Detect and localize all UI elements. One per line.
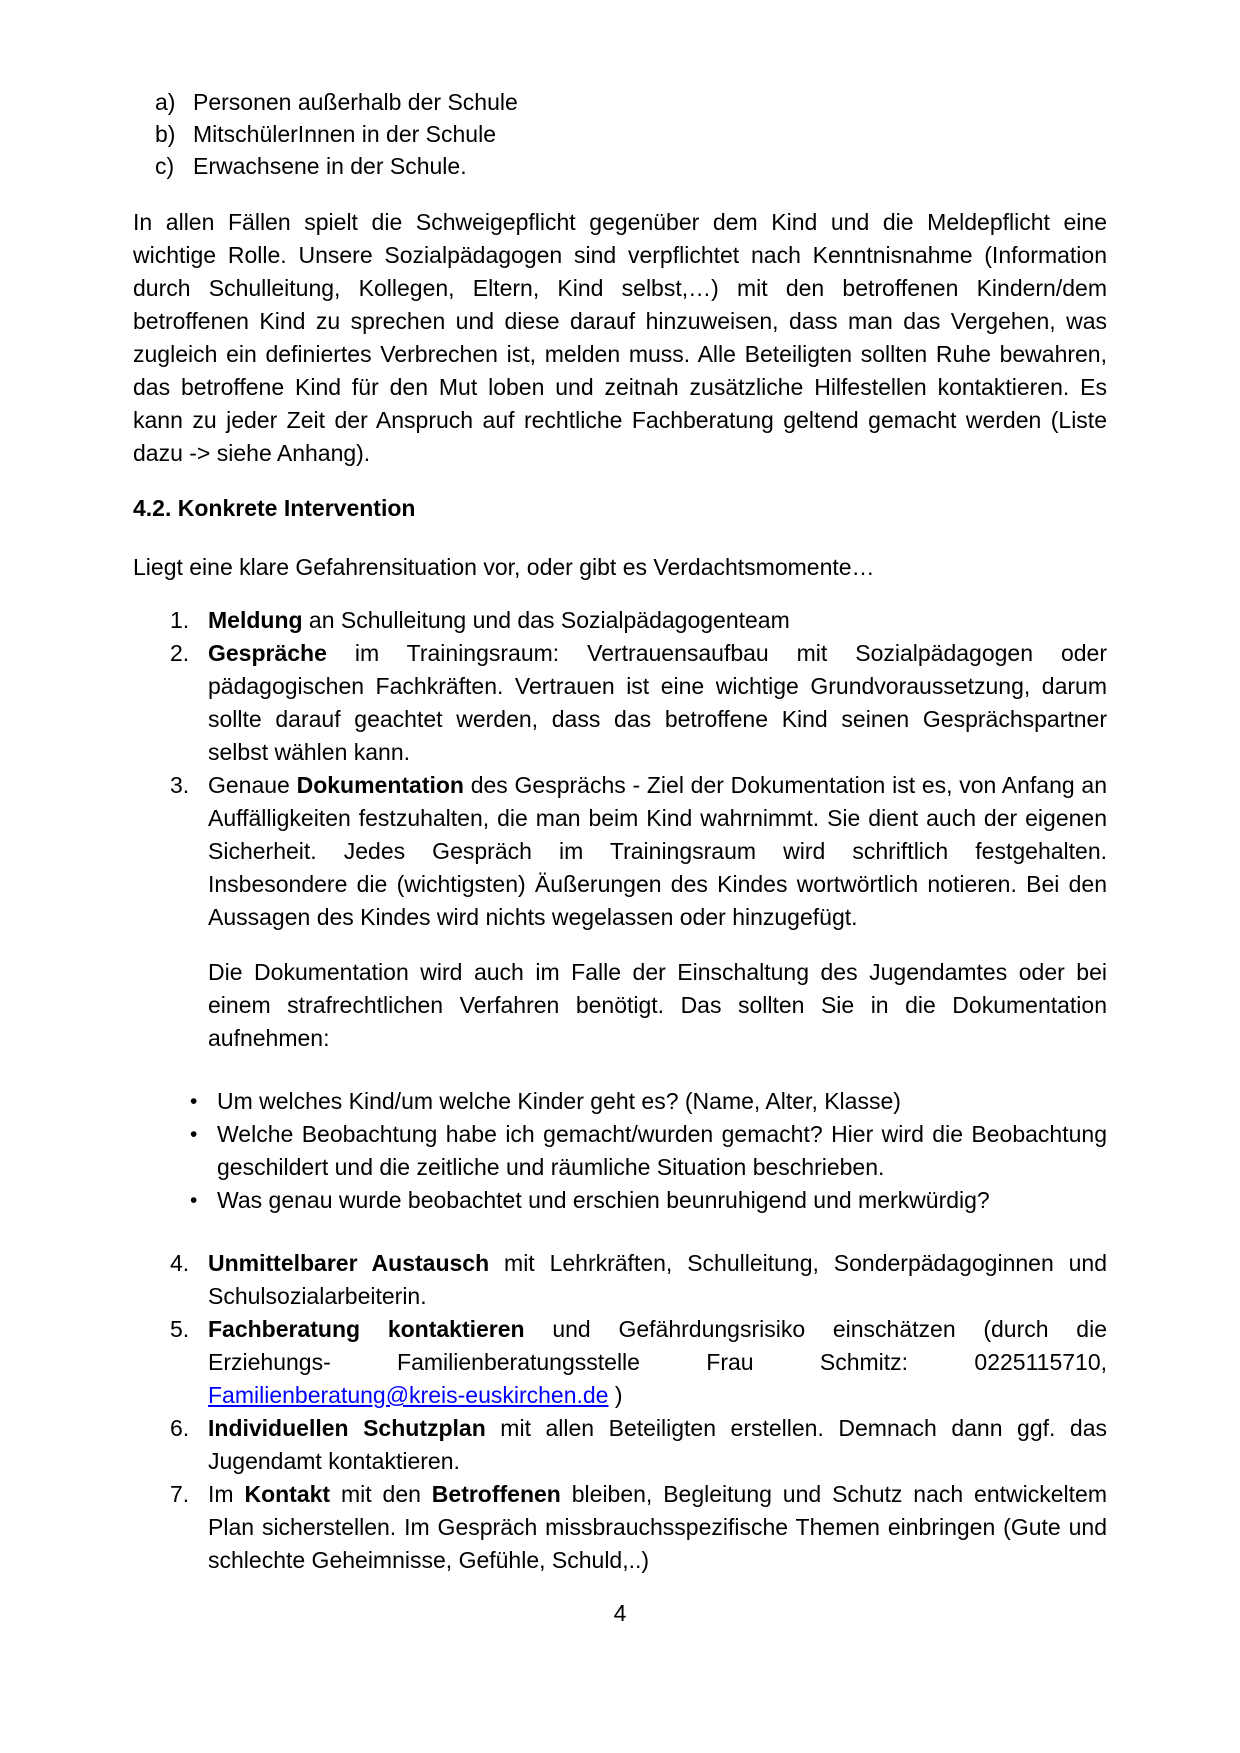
text-run: Was genau wurde beobachtet und erschien beunruhigend und merkwürdig? [217,1187,990,1213]
text-run: an Schulleitung und das Sozialpädagogenteam [302,607,790,633]
bullet-list-item [133,1118,1107,1184]
text-run: MitschülerInnen in der Schule [193,121,496,147]
list-item-text [208,1316,1107,1408]
list-marker: 7. [170,1481,190,1507]
bold-text-run: Unmittelbarer Austausch [208,1250,490,1276]
bullet-icon: • [190,1090,198,1113]
numbered-list-item [133,604,1107,637]
email-link[interactable]: Familienberatung@kreis-euskirchen.de [208,1382,609,1408]
list-marker: 4. [170,1250,190,1276]
letter-list [133,86,1107,182]
list-marker: 2. [170,640,190,666]
list-marker: a) [155,89,176,115]
bullet-icon: • [190,1189,198,1212]
bullet-icon: • [190,1123,198,1146]
bold-text-run: Kontakt [244,1481,331,1507]
bold-text-run: Fachberatung kontaktieren [208,1316,525,1342]
text-run: mit allen Beteiligten erstellen. Demnach dann ggf. das Jugendamt kontaktieren. [208,1415,1108,1474]
text-run: Personen außerhalb der Schule [193,89,518,115]
letter-list-item [133,86,1107,118]
list-item-text [217,1121,1107,1180]
list-item-text [208,1481,1107,1573]
letter-list-item [133,118,1107,150]
list-item-text [208,772,1107,930]
bold-text-run: Dokumentation [296,772,464,798]
text-run: Erwachsene in der Schule. [193,153,467,179]
list-item-text [217,1088,901,1114]
list-marker: b) [155,121,176,147]
text-run: ) [608,1382,623,1408]
text-run: des Gesprächs - Ziel der Dokumentation ist es, von Anfang an Auffälligkeiten festzuhalten, die man beim Kind wahrnimmt. Sie dient auch der eigenen Sicherheit. Jedes Gespräch im Trainingsraum wird schriftlich festgehalten. Insbesondere die (wichtigsten) Äußerungen des Kindes wortwörtlich notieren. Bei den Aussagen des Kindes wird nichts wegelassen oder hinzugefügt. [208,772,1107,930]
list-item-text [193,89,518,115]
numbered-list-item [133,1412,1107,1478]
list-marker: 5. [170,1316,190,1342]
list-item-text [217,1187,990,1213]
text-run: bleiben, Begleitung und Schutz nach entwickeltem Plan sicherstellen. Im Gespräch missbrauchsspezifische Themen einbringen (Gute und schlechte Geheimnisse, Gefühle, Schuld,..) [208,1481,1107,1573]
text-run: Um welches Kind/um welche Kinder geht es? (Name, Alter, Klasse) [217,1088,901,1114]
text-run: Genaue [208,772,297,798]
list-marker: c) [155,153,175,179]
list-item-text [208,607,790,633]
text-run: Welche Beobachtung habe ich gemacht/wurden gemacht? Hier wird die Beobachtung geschildert und die zeitliche und räumliche Situation beschrieben. [217,1121,1107,1180]
list-item-text [208,640,1107,765]
list-item-text [193,121,496,147]
intro-line: Liegt eine klare Gefahrensituation vor, oder gibt es Verdachtsmomente… [133,554,875,580]
numbered-list-item [133,769,1107,934]
text-run: und Gefährdungsrisiko einschätzen (durch die Erziehungs- Familienberatungsstelle Frau Schmitz: 0225115710, [208,1316,1107,1375]
list-marker: 3. [170,772,190,798]
list-marker: 1. [170,607,190,633]
text-run: Im [208,1481,245,1507]
text-run: mit Lehrkräften, Schulleitung, Sonderpädagoginnen und Schulsozialarbeiterin. [208,1250,1108,1309]
text-run: mit den [330,1481,432,1507]
list-marker: 6. [170,1415,190,1441]
bold-text-run: Individuellen Schutzplan [208,1415,486,1441]
bold-text-run: Betroffenen [431,1481,561,1507]
text-run: im Trainingsraum: Vertrauensaufbau mit Sozialpädagogen oder pädagogischen Fachkräften. Vertrauen ist eine wichtige Grundvoraussetzung, darum sollte darauf geachtet werden, dass das betroffene Kind seinen Gesprächspartner selbst wählen kann. [208,640,1107,765]
paragraph-schweigepflicht: In allen Fällen spielt die Schweigepflicht gegenüber dem Kind und die Meldepflicht eine wichtige Rolle. Unsere Sozialpädagogen sind verpflichtet nach Kenntnisnahme (Information durch Schulleitung, Kollegen, Eltern, Kind selbst,…) mit den betroffenen Kindern/dem betroffenen Kind zu sprechen und diese darauf hinzuweisen, dass man das Vergehen, was zugleich ein definiertes Verbrechen ist, melden muss. Alle Beteiligten sollten Ruhe bewahren, das betroffene Kind für den Mut loben und zeitnah zusätzliche Hilfestellen kontaktieren. Es kann zu jeder Zeit der Anspruch auf rechtliche Fachberatung geltend gemacht werden (Liste dazu -> siehe Anhang). [133,209,1107,466]
numbered-list-item [133,1478,1107,1577]
page-number: 4 [613,1600,627,1626]
list-item-text [193,153,467,179]
list-item-text [208,1415,1107,1474]
numbered-list-item [133,1247,1107,1313]
bullet-list [133,1085,1107,1217]
numbered-list-item [133,637,1107,769]
dokumentation-note: Die Dokumentation wird auch im Falle der Einschaltung des Jugendamtes oder bei einem strafrechtlichen Verfahren benötigt. Das sollten Sie in die Dokumentation aufnehmen: [208,959,1107,1051]
letter-list-item [133,150,1107,182]
section-heading: 4.2. Konkrete Intervention [133,495,416,521]
list-item-text [208,1250,1107,1309]
bold-text-run: Gespräche [208,640,327,666]
bold-text-run: Meldung [208,607,303,633]
numbered-list-steps-1-3 [133,604,1107,934]
bullet-list-item [133,1184,1107,1217]
numbered-list-steps-4-7 [133,1247,1107,1577]
numbered-list-item [133,1313,1107,1412]
bullet-list-item [133,1085,1107,1118]
